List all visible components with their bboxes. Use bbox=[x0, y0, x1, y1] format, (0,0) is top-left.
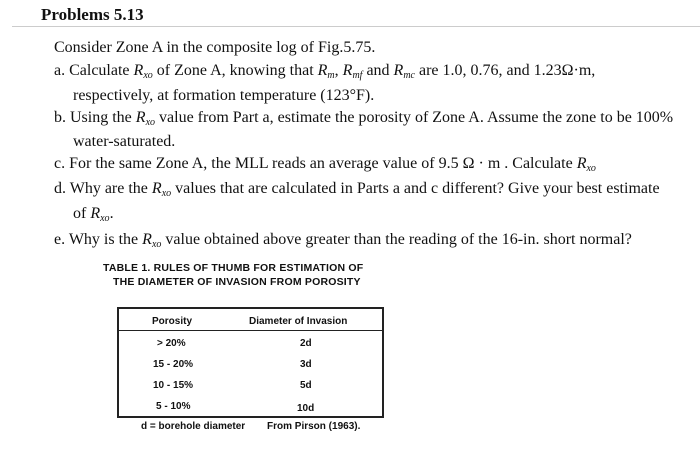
r-xo-symbol: $R_{xo}$ bbox=[135, 109, 156, 128]
r-xo-symbol: $R_{xo}$ bbox=[142, 231, 162, 250]
table-footnote: d = borehole diameter bbox=[141, 421, 246, 432]
table-cell: 5d bbox=[300, 380, 312, 391]
item-b-line1: b. Using the $R_{xo}$ value from Part a, estimate the porosity of Zone A. Assume the zone to be 100% bbox=[54, 109, 674, 128]
table-header-diameter: Diameter of Invasion bbox=[249, 316, 348, 327]
item-c-line1: c. For the same Zone A, the MLL reads an average value of 9.5 Ω · m . Calculate $R_{xo}$ bbox=[54, 155, 596, 174]
table-cell: 5 - 10% bbox=[156, 401, 191, 412]
item-c-label: c. bbox=[54, 155, 66, 172]
r-xo-symbol: $R_{xo}$ bbox=[133, 62, 153, 81]
table-caption-line2: THE DIAMETER OF INVASION FROM POROSITY bbox=[113, 276, 361, 288]
r-m-symbol: $R_m$ bbox=[317, 62, 335, 81]
item-d-label: d. bbox=[54, 180, 66, 197]
item-b-label: b. bbox=[54, 109, 66, 126]
table-cell: 3d bbox=[300, 359, 312, 370]
r-mf-symbol: $R_{mf}$ bbox=[342, 62, 363, 81]
item-a-line2: respectively, at formation temperature (123°F). bbox=[73, 87, 375, 104]
item-d-line2: of $R_{xo}$. bbox=[73, 205, 114, 224]
problem-heading: Problems 5.13 bbox=[41, 5, 144, 24]
table-source: From Pirson (1963). bbox=[267, 421, 361, 432]
table-cell: > 20% bbox=[157, 338, 186, 349]
table-cell: 10 - 15% bbox=[153, 380, 194, 391]
r-xo-symbol: $R_{xo}$ bbox=[151, 180, 172, 199]
item-e-line1: e. Why is the $R_{xo}$ value obtained above greater than the reading of the 16-in. short normal? bbox=[54, 231, 632, 250]
r-xo-symbol: $R_{xo}$ bbox=[576, 155, 596, 174]
item-d-line1: d. Why are the $R_{xo}$ values that are calculated in Parts a and c different? Give your best estimate bbox=[54, 180, 660, 199]
table-header-rule bbox=[117, 330, 384, 331]
item-a-line1: a. Calculate $R_{xo}$ of Zone A, knowing that $R_m$, $R_{mf}$ and $R_{mc}$ are 1.0, 0.76, and 1.23Ω·m, bbox=[54, 62, 596, 81]
table-cell: 15 - 20% bbox=[153, 359, 194, 370]
item-e-label: e. bbox=[54, 231, 66, 248]
item-b-line2: water-saturated. bbox=[73, 133, 176, 150]
item-a-label: a. bbox=[54, 62, 66, 79]
intro-text: Consider Zone A in the composite log of Fig.5.75. bbox=[54, 39, 376, 56]
table-cell: 2d bbox=[300, 338, 312, 349]
table-header-porosity: Porosity bbox=[152, 316, 193, 327]
r-xo-symbol: $R_{xo}$ bbox=[90, 205, 110, 224]
table-cell: 10d bbox=[297, 403, 315, 414]
top-divider bbox=[12, 26, 700, 27]
r-mc-symbol: $R_{mc}$ bbox=[393, 62, 415, 81]
table-caption-line1: TABLE 1. RULES OF THUMB FOR ESTIMATION OF bbox=[103, 262, 364, 274]
